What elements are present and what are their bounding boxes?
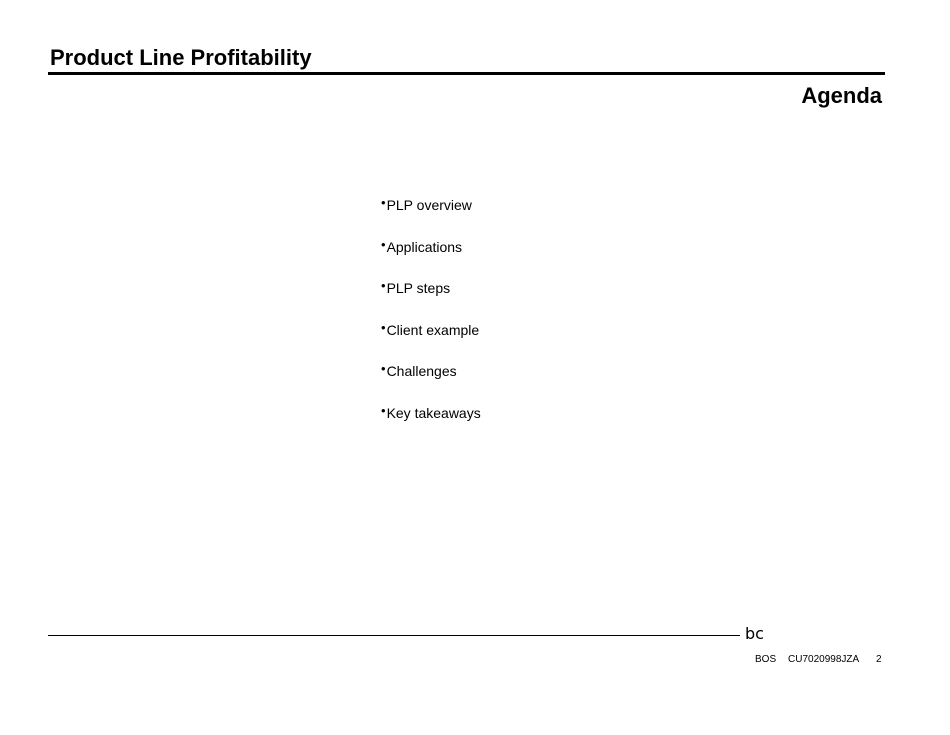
agenda-item-label: Client example — [386, 321, 480, 338]
bullet-icon: • — [381, 278, 386, 294]
agenda-item — [381, 362, 481, 380]
slide-title: Product Line Profitability — [50, 45, 312, 70]
agenda-item-label: Key takeaways — [386, 404, 481, 421]
footer-divider — [48, 635, 740, 636]
bullet-icon: • — [381, 319, 386, 335]
agenda-item-label: PLP overview — [386, 197, 472, 213]
footer-office: BOS — [755, 654, 777, 665]
footer-logo: bc — [745, 624, 764, 643]
agenda-item — [381, 321, 481, 339]
agenda-item-label: Applications — [386, 238, 463, 255]
page-number: 2 — [876, 654, 882, 665]
agenda-item-label: PLP steps — [386, 280, 451, 297]
bullet-icon: • — [381, 236, 386, 252]
agenda-item-label: Challenges — [386, 363, 457, 380]
footer-document-code: CU7020998JZA — [788, 654, 860, 665]
bullet-icon: • — [381, 402, 386, 418]
title-divider — [48, 72, 885, 75]
agenda-item — [381, 238, 481, 256]
section-heading: Agenda — [801, 83, 882, 108]
agenda-item — [381, 196, 481, 214]
bullet-icon: • — [381, 361, 386, 377]
agenda-item — [381, 404, 481, 422]
agenda-item — [381, 279, 481, 297]
agenda-list — [381, 196, 481, 446]
bullet-icon: • — [381, 195, 386, 210]
